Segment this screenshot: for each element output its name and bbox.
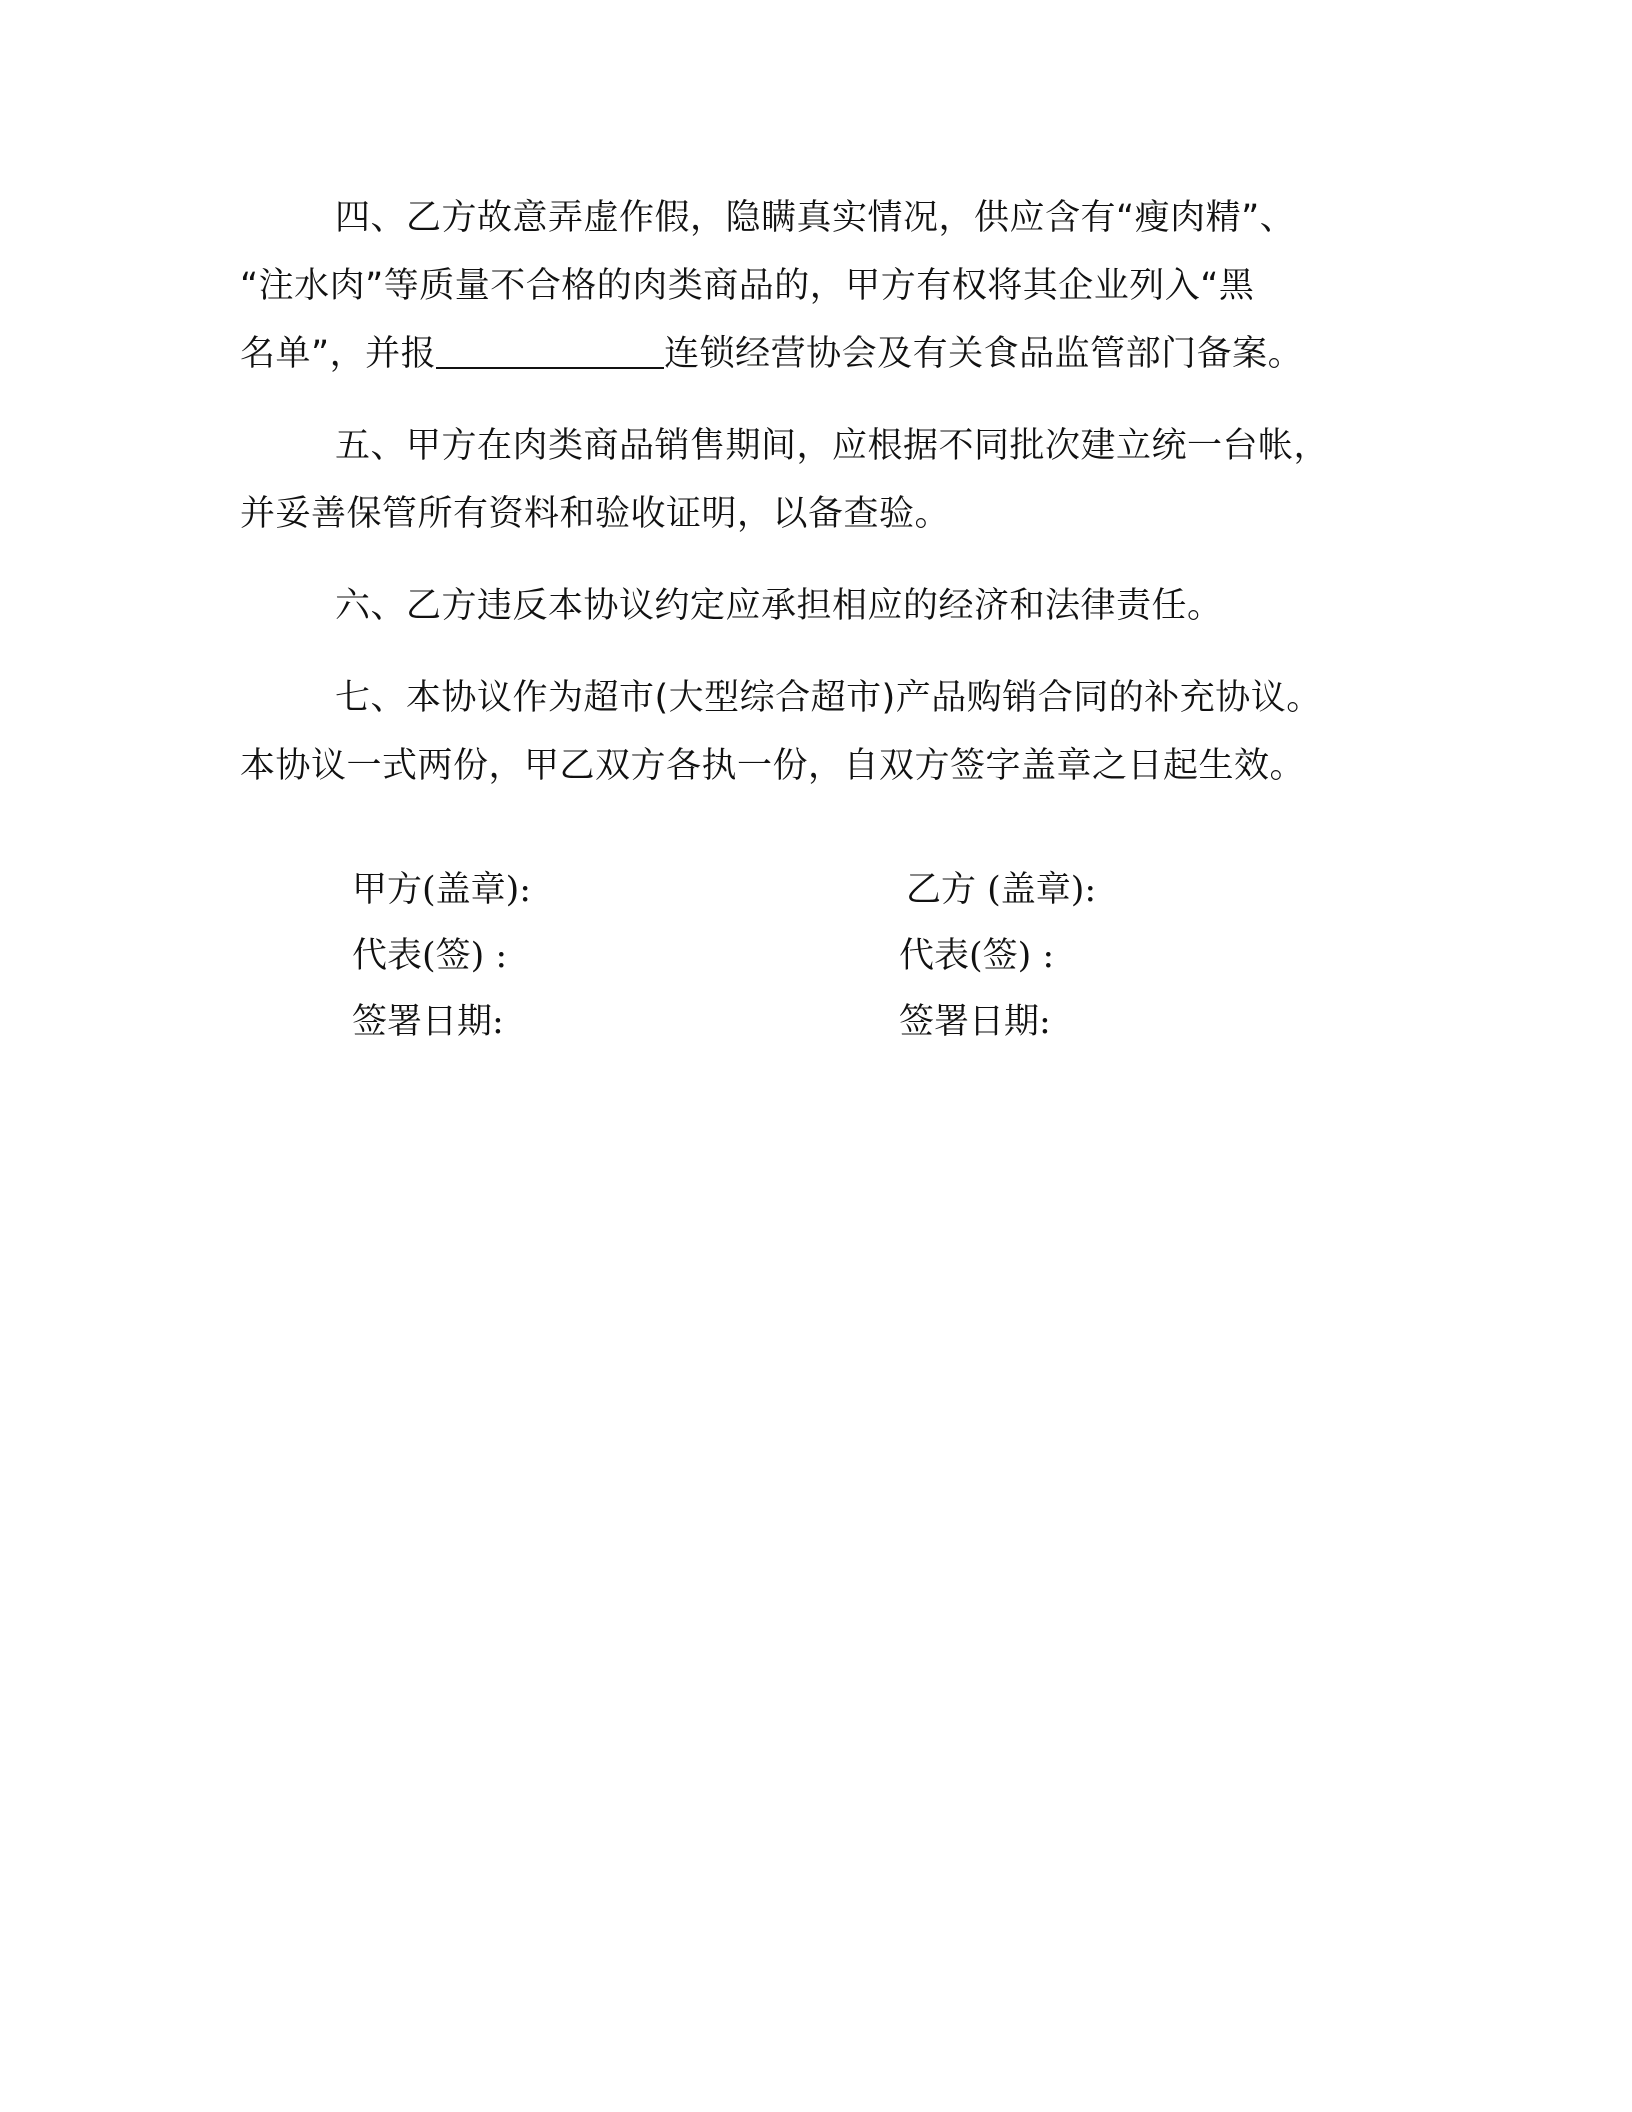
clause-four-line-2: “注水肉”等质量不合格的肉类商品的，甲方有权将其企业列入“黑 [240, 266, 1255, 306]
clause-four-line-1: 四、乙方故意弄虚作假，隐瞒真实情况，供应含有“瘦肉精”、 [335, 198, 1296, 238]
party-a-seal-label: 甲方(盖章): [352, 870, 532, 910]
clause-four-line-3 [240, 330, 1303, 378]
party-a-date-label: 签署日期: [352, 1002, 504, 1042]
party-b-date-label: 签署日期: [899, 1002, 1051, 1042]
party-b-rep-label: 代表(签) : [899, 936, 1055, 976]
clause-seven-line-2: 本协议一式两份，甲乙双方各执一份，自双方签字盖章之日起生效。 [240, 746, 1306, 786]
clause-five-line-1: 五、甲方在肉类商品销售期间，应根据不同批次建立统一台帐， [335, 426, 1330, 466]
clause-five-line-2: 并妥善保管所有资料和验收证明，以备查验。 [240, 494, 951, 534]
clause-six-line-1: 六、乙方违反本协议约定应承担相应的经济和法律责任。 [335, 586, 1223, 626]
clause-four-line-3-before: 名单”，并报 [240, 334, 437, 374]
fill-in-blank [436, 333, 664, 369]
party-a-rep-label: 代表(签) : [352, 936, 508, 976]
clause-seven-line-1: 七、本协议作为超市(大型综合超市)产品购销合同的补充协议。 [335, 678, 1322, 718]
party-b-seal-label: 乙方 (盖章): [906, 870, 1097, 910]
clause-four-line-3-after: 连锁经营协会及有关食品监管部门备案。 [664, 334, 1304, 374]
